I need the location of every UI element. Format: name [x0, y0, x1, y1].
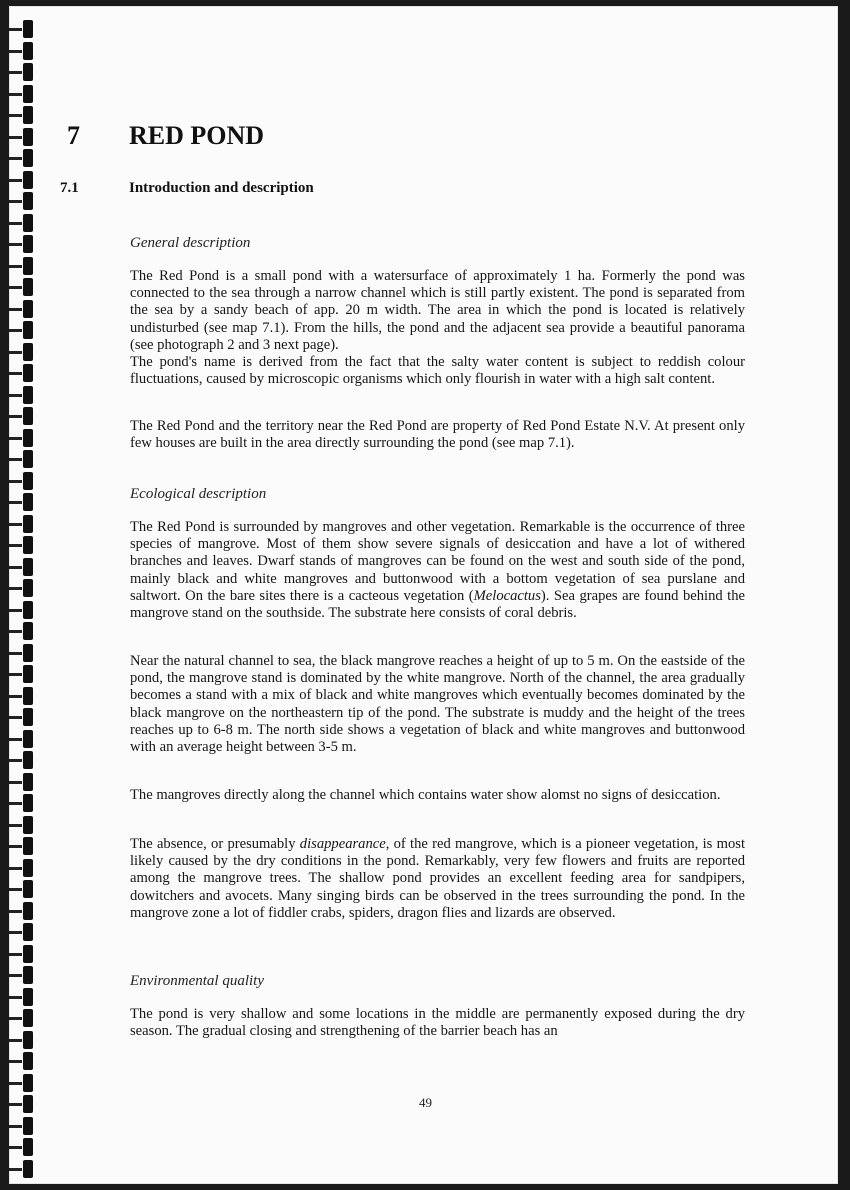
binding-ring-tail: [9, 759, 22, 762]
binding-ring-tail: [9, 716, 22, 719]
binding-ring: [23, 472, 33, 490]
binding-ring: [23, 966, 33, 984]
section-number: 7.1: [60, 180, 79, 196]
paragraph-ecological-4: [130, 836, 745, 922]
binding-ring-tail: [9, 222, 22, 225]
binding-ring-tail: [9, 609, 22, 612]
binding-ring: [23, 214, 33, 232]
binding-ring-tail: [9, 372, 22, 375]
paragraph-ecological-1: [130, 519, 745, 622]
binding-ring: [23, 321, 33, 339]
binding-ring-tail: [9, 200, 22, 203]
binding-ring: [23, 493, 33, 511]
binding-ring-tail: [9, 394, 22, 397]
binding-ring-tail: [9, 1103, 22, 1106]
binding-ring: [23, 859, 33, 877]
binding-ring: [23, 20, 33, 38]
binding-ring-tail: [9, 523, 22, 526]
paragraph-ecological-4-text-b: , of the red mangrove, which is a pioneer vegetation, is most likely caused by the dry conditions in the pond. Remarkably, very few flowers and fruits are reported among the mangrove trees. The shallow pond provides an excellent feeding area for sandpipers, dowitchers and avocets. Many singing birds can be observed in the trees surrounding the pond. In the mangrove zone a lot of fiddler crabs, spiders, dragon flies and lizards are observed.: [130, 836, 746, 921]
species-name-melocactus: Melocactus: [473, 587, 541, 604]
binding-ring: [23, 407, 33, 425]
binding-ring: [23, 816, 33, 834]
paragraph-general-1: The Red Pond is a small pond with a watersurface of approximately 1 ha. Formerly the pond was connected to the sea through a narrow channel which is still partly existent. The pond is separated from the sea by a sandy beach of app. 20 m width. The area in which the pond is located is relatively undisturbed (see map 7.1). From the hills, the pond and the adjacent sea provide a beautiful panorama (see photograph 2 and 3 next page).: [130, 268, 745, 353]
binding-ring: [23, 579, 33, 597]
binding-ring-tail: [9, 501, 22, 504]
binding-ring: [23, 106, 33, 124]
binding-ring: [23, 300, 33, 318]
binding-ring-tail: [9, 415, 22, 418]
binding-ring-tail: [9, 1017, 22, 1020]
binding-ring: [23, 1095, 33, 1113]
binding-ring: [23, 1031, 33, 1049]
binding-ring-tail: [9, 931, 22, 934]
binding-ring: [23, 386, 33, 404]
binding-ring: [23, 558, 33, 576]
binding-ring-tail: [9, 673, 22, 676]
binding-ring-tail: [9, 566, 22, 569]
binding-ring: [23, 988, 33, 1006]
page-number: 49: [419, 1095, 432, 1110]
binding-ring: [23, 515, 33, 533]
binding-ring: [23, 601, 33, 619]
binding-ring-tail: [9, 695, 22, 698]
binding-ring-tail: [9, 910, 22, 913]
subsection-ecological-description: Ecological description: [130, 486, 267, 502]
binding-ring: [23, 837, 33, 855]
binding-ring: [23, 751, 33, 769]
binding-ring: [23, 235, 33, 253]
binding-ring-tail: [9, 329, 22, 332]
binding-ring: [23, 708, 33, 726]
binding-ring-tail: [9, 867, 22, 870]
binding-ring: [23, 42, 33, 60]
binding-ring: [23, 794, 33, 812]
binding-ring: [23, 945, 33, 963]
binding-ring-tail: [9, 1082, 22, 1085]
binding-ring-tail: [9, 953, 22, 956]
binding-ring: [23, 687, 33, 705]
binding-ring: [23, 450, 33, 468]
binding-ring: [23, 923, 33, 941]
binding-ring-tail: [9, 1125, 22, 1128]
binding-ring: [23, 1160, 33, 1178]
binding-ring: [23, 1009, 33, 1027]
paragraph-environmental-1: The pond is very shallow and some locations in the middle are permanently exposed during the dry season. The gradual closing and strengthening of the barrier beach has an: [130, 1006, 745, 1040]
binding-ring-tail: [9, 996, 22, 999]
binding-ring: [23, 1074, 33, 1092]
binding-ring: [23, 63, 33, 81]
spiral-binding: [9, 6, 39, 1184]
binding-ring-tail: [9, 544, 22, 547]
paragraph-ecological-1-text-b: ). Sea grapes are found behind the mangrove stand on the southside. The substrate here consists of coral debris.: [130, 587, 745, 622]
binding-ring: [23, 1138, 33, 1156]
binding-ring: [23, 128, 33, 146]
paragraph-general-2: The pond's name is derived from the fact that the salty water content is subject to reddish colour fluctuations, caused by microscopic organisms which only flourish in water with a high salt content.: [130, 354, 745, 388]
paragraph-general-3: The Red Pond and the territory near the Red Pond are property of Red Pond Estate N.V. At present only few houses are built in the area directly surrounding the pond (see map 7.1).: [130, 418, 745, 452]
binding-ring: [23, 85, 33, 103]
binding-ring-tail: [9, 179, 22, 182]
subsection-environmental-quality: Environmental quality: [130, 973, 265, 989]
binding-ring-tail: [9, 1060, 22, 1063]
binding-ring-tail: [9, 480, 22, 483]
chapter-title: RED POND: [129, 121, 265, 150]
binding-ring: [23, 278, 33, 296]
section-title: Introduction and description: [129, 180, 314, 196]
binding-ring-tail: [9, 652, 22, 655]
binding-ring: [23, 773, 33, 791]
binding-ring-tail: [9, 1146, 22, 1149]
chapter-number: 7: [67, 121, 80, 150]
binding-ring-tail: [9, 243, 22, 246]
binding-ring-tail: [9, 781, 22, 784]
paragraph-ecological-1-text-a: The Red Pond is surrounded by mangroves and other vegetation. Remarkable is the occurrence of three species of mangrove. Most of them show severe signals of desiccation and have a lot of withered branches and leaves. Dwarf stands of mangroves can be found on the west and south side of the pond, mainly black and white mangroves and buttonwood with a bottom vegetation of sea purslane and saltwort. On the bare sites there is a cacteous vegetation (: [130, 519, 745, 604]
binding-ring: [23, 1052, 33, 1070]
binding-ring-tail: [9, 738, 22, 741]
binding-ring-tail: [9, 1168, 22, 1171]
binding-ring: [23, 622, 33, 640]
binding-ring: [23, 536, 33, 554]
binding-ring: [23, 880, 33, 898]
binding-ring-tail: [9, 114, 22, 117]
binding-ring-tail: [9, 157, 22, 160]
binding-ring-tail: [9, 802, 22, 805]
binding-ring: [23, 343, 33, 361]
binding-ring: [23, 644, 33, 662]
binding-ring-tail: [9, 50, 22, 53]
binding-ring-tail: [9, 845, 22, 848]
binding-ring-tail: [9, 1039, 22, 1042]
binding-ring: [23, 730, 33, 748]
binding-ring-tail: [9, 308, 22, 311]
binding-ring: [23, 902, 33, 920]
binding-ring-tail: [9, 437, 22, 440]
binding-ring-tail: [9, 888, 22, 891]
subsection-general-description: General description: [130, 235, 251, 251]
binding-ring: [23, 364, 33, 382]
paragraph-ecological-4-text-a: The absence, or presumably: [130, 836, 300, 852]
binding-ring-tail: [9, 630, 22, 633]
binding-ring: [23, 429, 33, 447]
paragraph-ecological-3: The mangroves directly along the channel which contains water show alomst no signs of desiccation.: [130, 787, 721, 803]
binding-ring-tail: [9, 136, 22, 139]
binding-ring-tail: [9, 587, 22, 590]
binding-ring-tail: [9, 824, 22, 827]
binding-ring-tail: [9, 974, 22, 977]
binding-ring-tail: [9, 286, 22, 289]
binding-ring: [23, 665, 33, 683]
emphasis-disappearance: disappearance: [299, 836, 386, 852]
binding-ring-tail: [9, 265, 22, 268]
binding-ring: [23, 257, 33, 275]
binding-ring-tail: [9, 71, 22, 74]
binding-ring: [23, 1117, 33, 1135]
binding-ring-tail: [9, 458, 22, 461]
binding-ring: [23, 149, 33, 167]
binding-ring-tail: [9, 351, 22, 354]
binding-ring: [23, 171, 33, 189]
binding-ring-tail: [9, 93, 22, 96]
paragraph-ecological-2: Near the natural channel to sea, the black mangrove reaches a height of up to 5 m. On the eastside of the pond, the mangrove stand is dominated by the white mangrove. North of the channel, the area gradually becomes a stand with a mix of black and white mangroves which eventually becomes dominated by the black mangrove on the northeastern tip of the pond. The substrate is muddy and the height of the trees reaches up to 6-8 m. The north side shows a vegetation of black and white mangroves and buttonwood with an average height between 3-5 m.: [130, 653, 745, 756]
binding-ring: [23, 192, 33, 210]
document-page: [9, 6, 838, 1184]
binding-ring-tail: [9, 28, 22, 31]
